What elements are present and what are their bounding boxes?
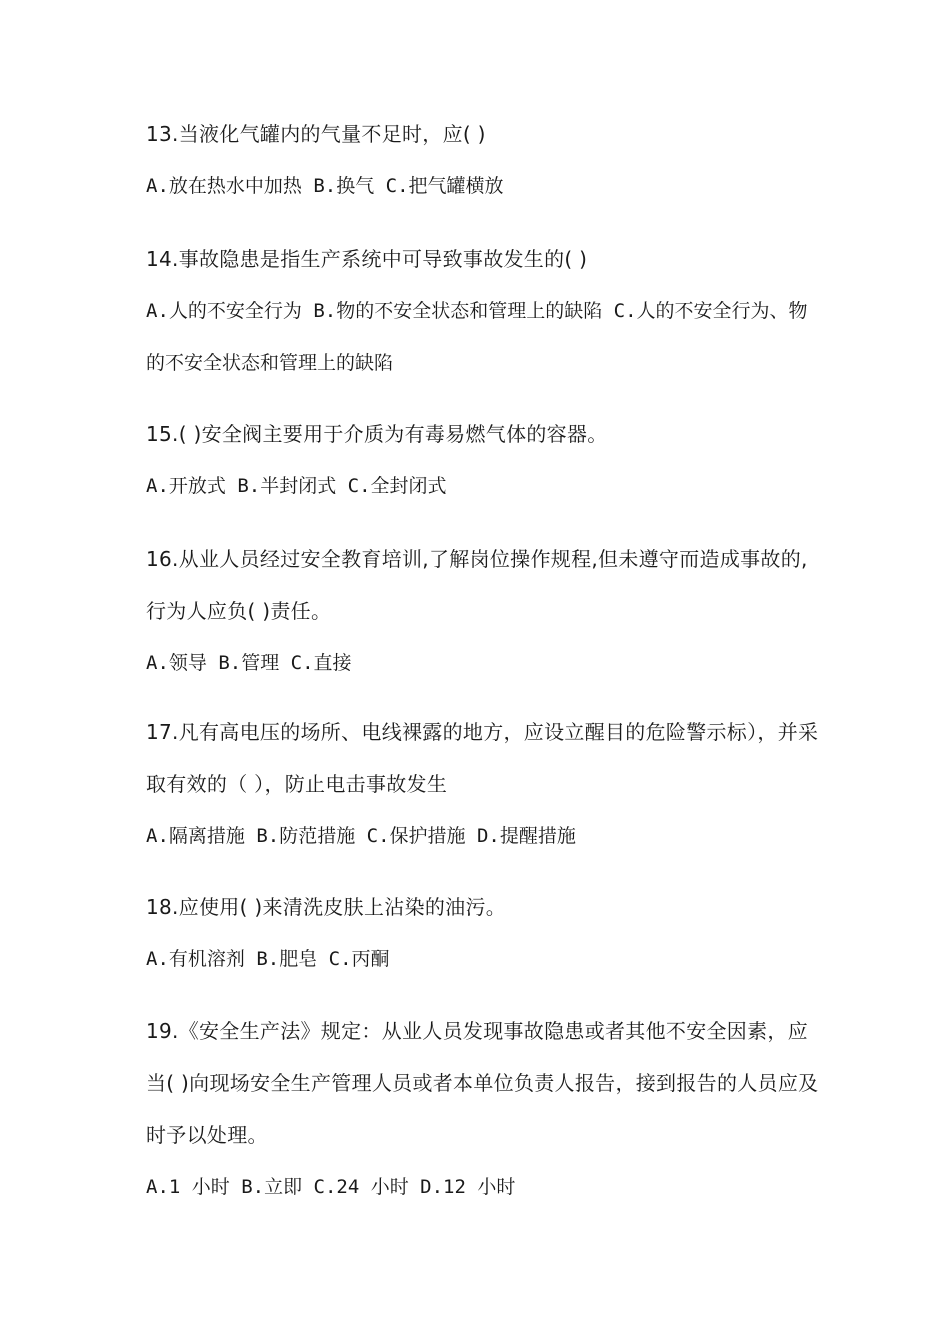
question-stem: 13.当液化气罐内的气量不足时，应( ) [146,122,486,146]
question-stem: 17.凡有高电压的场所、电线裸露的地方，应设立醒目的危险警示标），并采取有效的（ ），防止电击事故发生 [146,720,819,796]
question-options: A.有机溶剂 B.肥皂 C.丙酮 [146,948,390,970]
question-18 [146,881,826,985]
question-options: A.放在热水中加热 B.换气 C.把气罐横放 [146,175,504,197]
question-17 [146,706,826,862]
question-13 [146,108,826,212]
question-options: A.领导 B.管理 C.直接 [146,652,352,674]
question-19 [146,1005,826,1213]
question-stem: 16.从业人员经过安全教育培训,了解岗位操作规程,但未遵守而造成事故的,行为人应负( )责任。 [146,547,808,623]
question-stem: 15.( )安全阀主要用于介质为有毒易燃气体的容器。 [146,422,608,446]
question-15 [146,408,826,512]
question-options: A.人的不安全行为 B.物的不安全状态和管理上的缺陷 C.人的不安全行为、物的不安全状态和管理上的缺陷 [146,300,808,374]
question-stem: 18.应使用( )来清洗皮肤上沾染的油污。 [146,895,507,919]
question-options: A.隔离措施 B.防范措施 C.保护措施 D.提醒措施 [146,825,576,847]
question-stem: 14.事故隐患是指生产系统中可导致事故发生的( ) [146,247,588,271]
question-stem: 19.《安全生产法》规定：从业人员发现事故隐患或者其他不安全因素，应当( )向现场安全生产管理人员或者本单位负责人报告，接到报告的人员应及时予以处理。 [146,1019,819,1147]
question-16 [146,533,826,689]
question-options: A.开放式 B.半封闭式 C.全封闭式 [146,475,447,497]
question-options: A.1 小时 B.立即 C.24 小时 D.12 小时 [146,1176,516,1198]
question-14 [146,233,826,389]
